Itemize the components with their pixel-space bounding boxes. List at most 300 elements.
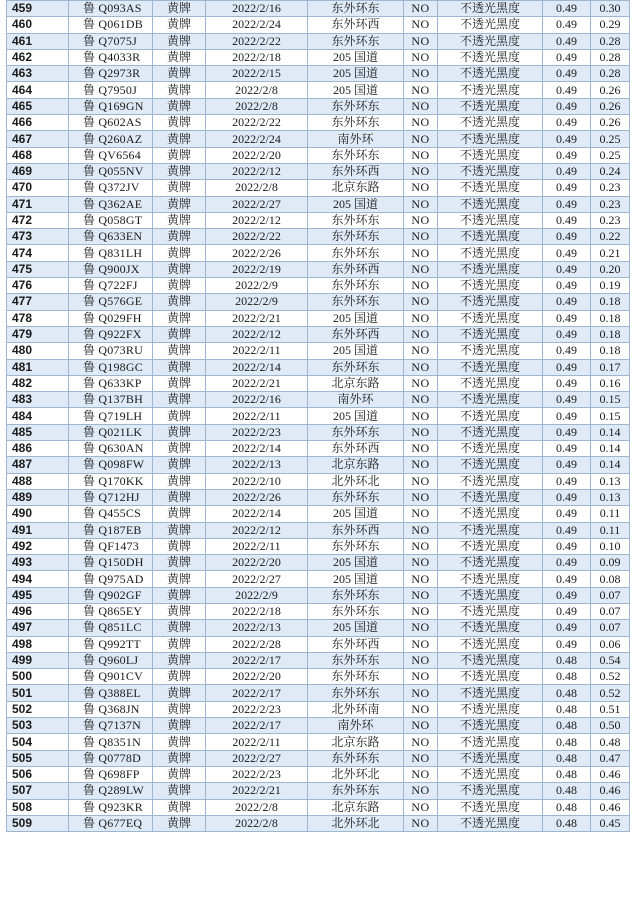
plate-number-cell: 鲁 Q8351N — [69, 734, 153, 750]
test-item-cell: 不透光黑度 — [438, 408, 543, 424]
test-item-cell: 不透光黑度 — [438, 522, 543, 538]
measured-value-cell: 0.18 — [591, 326, 630, 342]
limit-value-cell: 0.49 — [543, 180, 591, 196]
location-cell: 东外环东 — [308, 652, 404, 668]
location-cell: 北外环南 — [308, 701, 404, 717]
location-cell: 205 国道 — [308, 571, 404, 587]
date-cell: 2022/2/14 — [206, 359, 308, 375]
pass-flag-cell: NO — [404, 278, 438, 294]
plate-number-cell: 鲁 Q719LH — [69, 408, 153, 424]
plate-color-cell: 黄牌 — [153, 506, 206, 522]
test-item-cell: 不透光黑度 — [438, 294, 543, 310]
date-cell: 2022/2/21 — [206, 310, 308, 326]
test-item-cell: 不透光黑度 — [438, 261, 543, 277]
limit-value-cell: 0.48 — [543, 685, 591, 701]
plate-color-cell: 黄牌 — [153, 278, 206, 294]
pass-flag-cell: NO — [404, 359, 438, 375]
test-item-cell: 不透光黑度 — [438, 359, 543, 375]
table-row — [7, 587, 630, 603]
row-number-cell: 474 — [7, 245, 69, 261]
plate-color-cell: 黄牌 — [153, 538, 206, 554]
plate-number-cell: 鲁 Q170KK — [69, 473, 153, 489]
row-number-cell: 486 — [7, 441, 69, 457]
limit-value-cell: 0.49 — [543, 49, 591, 65]
test-item-cell: 不透光黑度 — [438, 310, 543, 326]
date-cell: 2022/2/23 — [206, 766, 308, 782]
limit-value-cell: 0.49 — [543, 278, 591, 294]
row-number-cell: 489 — [7, 489, 69, 505]
plate-number-cell: 鲁 Q2973R — [69, 66, 153, 82]
plate-number-cell: 鲁 Q368JN — [69, 701, 153, 717]
plate-color-cell: 黄牌 — [153, 115, 206, 131]
test-item-cell: 不透光黑度 — [438, 587, 543, 603]
date-cell: 2022/2/27 — [206, 196, 308, 212]
plate-number-cell: 鲁 Q388EL — [69, 685, 153, 701]
pass-flag-cell: NO — [404, 473, 438, 489]
plate-color-cell: 黄牌 — [153, 245, 206, 261]
row-number-cell: 504 — [7, 734, 69, 750]
row-number-cell: 461 — [7, 33, 69, 49]
limit-value-cell: 0.49 — [543, 636, 591, 652]
test-item-cell: 不透光黑度 — [438, 278, 543, 294]
pass-flag-cell: NO — [404, 294, 438, 310]
location-cell: 东外环西 — [308, 261, 404, 277]
date-cell: 2022/2/20 — [206, 669, 308, 685]
plate-color-cell: 黄牌 — [153, 310, 206, 326]
date-cell: 2022/2/13 — [206, 457, 308, 473]
row-number-cell: 508 — [7, 799, 69, 815]
date-cell: 2022/2/16 — [206, 1, 308, 17]
pass-flag-cell: NO — [404, 115, 438, 131]
location-cell: 东外环东 — [308, 424, 404, 440]
measured-value-cell: 0.46 — [591, 799, 630, 815]
location-cell: 东外环东 — [308, 538, 404, 554]
test-item-cell: 不透光黑度 — [438, 115, 543, 131]
plate-number-cell: 鲁 Q633KP — [69, 375, 153, 391]
pass-flag-cell: NO — [404, 783, 438, 799]
measured-value-cell: 0.19 — [591, 278, 630, 294]
row-number-cell: 473 — [7, 229, 69, 245]
measured-value-cell: 0.54 — [591, 652, 630, 668]
plate-color-cell: 黄牌 — [153, 701, 206, 717]
pass-flag-cell: NO — [404, 66, 438, 82]
limit-value-cell: 0.49 — [543, 212, 591, 228]
limit-value-cell: 0.48 — [543, 815, 591, 831]
location-cell: 北外环北 — [308, 473, 404, 489]
measured-value-cell: 0.08 — [591, 571, 630, 587]
row-number-cell: 487 — [7, 457, 69, 473]
table-row — [7, 571, 630, 587]
date-cell: 2022/2/18 — [206, 49, 308, 65]
table-row — [7, 555, 630, 571]
row-number-cell: 493 — [7, 555, 69, 571]
row-number-cell: 460 — [7, 17, 69, 33]
test-item-cell: 不透光黑度 — [438, 734, 543, 750]
limit-value-cell: 0.48 — [543, 718, 591, 734]
date-cell: 2022/2/9 — [206, 278, 308, 294]
limit-value-cell: 0.48 — [543, 652, 591, 668]
row-number-cell: 501 — [7, 685, 69, 701]
measured-value-cell: 0.17 — [591, 359, 630, 375]
date-cell: 2022/2/12 — [206, 522, 308, 538]
test-item-cell: 不透光黑度 — [438, 506, 543, 522]
limit-value-cell: 0.49 — [543, 245, 591, 261]
table-row — [7, 620, 630, 636]
plate-number-cell: 鲁 Q362AE — [69, 196, 153, 212]
measured-value-cell: 0.26 — [591, 98, 630, 114]
plate-number-cell: 鲁 Q150DH — [69, 555, 153, 571]
row-number-cell: 491 — [7, 522, 69, 538]
plate-number-cell: 鲁 QV6564 — [69, 147, 153, 163]
limit-value-cell: 0.49 — [543, 392, 591, 408]
plate-number-cell: 鲁 Q865EY — [69, 603, 153, 619]
row-number-cell: 498 — [7, 636, 69, 652]
pass-flag-cell: NO — [404, 701, 438, 717]
table-row — [7, 685, 630, 701]
table-row — [7, 636, 630, 652]
pass-flag-cell: NO — [404, 587, 438, 603]
date-cell: 2022/2/27 — [206, 750, 308, 766]
limit-value-cell: 0.49 — [543, 326, 591, 342]
date-cell: 2022/2/24 — [206, 131, 308, 147]
plate-color-cell: 黄牌 — [153, 799, 206, 815]
plate-color-cell: 黄牌 — [153, 180, 206, 196]
plate-number-cell: 鲁 Q602AS — [69, 115, 153, 131]
date-cell: 2022/2/17 — [206, 718, 308, 734]
row-number-cell: 497 — [7, 620, 69, 636]
date-cell: 2022/2/24 — [206, 17, 308, 33]
row-number-cell: 467 — [7, 131, 69, 147]
table-row — [7, 147, 630, 163]
plate-number-cell: 鲁 QF1473 — [69, 538, 153, 554]
test-item-cell: 不透光黑度 — [438, 49, 543, 65]
plate-color-cell: 黄牌 — [153, 457, 206, 473]
table-row — [7, 17, 630, 33]
limit-value-cell: 0.49 — [543, 424, 591, 440]
measured-value-cell: 0.29 — [591, 17, 630, 33]
results-table — [6, 0, 630, 832]
measured-value-cell: 0.18 — [591, 343, 630, 359]
test-item-cell: 不透光黑度 — [438, 33, 543, 49]
measured-value-cell: 0.45 — [591, 815, 630, 831]
table-row — [7, 131, 630, 147]
table-row — [7, 310, 630, 326]
location-cell: 东外环东 — [308, 669, 404, 685]
plate-color-cell: 黄牌 — [153, 17, 206, 33]
test-item-cell: 不透光黑度 — [438, 441, 543, 457]
plate-number-cell: 鲁 Q7137N — [69, 718, 153, 734]
table-row — [7, 98, 630, 114]
table-row — [7, 115, 630, 131]
pass-flag-cell: NO — [404, 636, 438, 652]
plate-color-cell: 黄牌 — [153, 98, 206, 114]
pass-flag-cell: NO — [404, 245, 438, 261]
date-cell: 2022/2/26 — [206, 245, 308, 261]
table-row — [7, 261, 630, 277]
test-item-cell: 不透光黑度 — [438, 245, 543, 261]
measured-value-cell: 0.14 — [591, 457, 630, 473]
pass-flag-cell: NO — [404, 424, 438, 440]
date-cell: 2022/2/28 — [206, 636, 308, 652]
row-number-cell: 459 — [7, 1, 69, 17]
plate-color-cell: 黄牌 — [153, 652, 206, 668]
pass-flag-cell: NO — [404, 229, 438, 245]
row-number-cell: 507 — [7, 783, 69, 799]
row-number-cell: 477 — [7, 294, 69, 310]
row-number-cell: 494 — [7, 571, 69, 587]
limit-value-cell: 0.49 — [543, 375, 591, 391]
test-item-cell: 不透光黑度 — [438, 326, 543, 342]
limit-value-cell: 0.49 — [543, 294, 591, 310]
limit-value-cell: 0.49 — [543, 343, 591, 359]
measured-value-cell: 0.14 — [591, 441, 630, 457]
date-cell: 2022/2/10 — [206, 473, 308, 489]
date-cell: 2022/2/19 — [206, 261, 308, 277]
limit-value-cell: 0.48 — [543, 799, 591, 815]
measured-value-cell: 0.09 — [591, 555, 630, 571]
location-cell: 东外环东 — [308, 294, 404, 310]
limit-value-cell: 0.49 — [543, 538, 591, 554]
plate-color-cell: 黄牌 — [153, 555, 206, 571]
test-item-cell: 不透光黑度 — [438, 375, 543, 391]
limit-value-cell: 0.49 — [543, 115, 591, 131]
table-row — [7, 718, 630, 734]
test-item-cell: 不透光黑度 — [438, 131, 543, 147]
location-cell: 北京东路 — [308, 180, 404, 196]
plate-number-cell: 鲁 Q7950J — [69, 82, 153, 98]
limit-value-cell: 0.49 — [543, 196, 591, 212]
measured-value-cell: 0.25 — [591, 147, 630, 163]
plate-number-cell: 鲁 Q901CV — [69, 669, 153, 685]
test-item-cell: 不透光黑度 — [438, 229, 543, 245]
table-row — [7, 538, 630, 554]
limit-value-cell: 0.49 — [543, 620, 591, 636]
measured-value-cell: 0.28 — [591, 33, 630, 49]
location-cell: 东外环西 — [308, 522, 404, 538]
plate-number-cell: 鲁 Q975AD — [69, 571, 153, 587]
table-row — [7, 701, 630, 717]
pass-flag-cell: NO — [404, 310, 438, 326]
table-row — [7, 196, 630, 212]
limit-value-cell: 0.49 — [543, 522, 591, 538]
test-item-cell: 不透光黑度 — [438, 799, 543, 815]
date-cell: 2022/2/11 — [206, 408, 308, 424]
table-row — [7, 1, 630, 17]
measured-value-cell: 0.15 — [591, 392, 630, 408]
pass-flag-cell: NO — [404, 506, 438, 522]
pass-flag-cell: NO — [404, 669, 438, 685]
test-item-cell: 不透光黑度 — [438, 212, 543, 228]
plate-color-cell: 黄牌 — [153, 359, 206, 375]
measured-value-cell: 0.07 — [591, 620, 630, 636]
location-cell: 205 国道 — [308, 343, 404, 359]
row-number-cell: 485 — [7, 424, 69, 440]
plate-color-cell: 黄牌 — [153, 375, 206, 391]
measured-value-cell: 0.06 — [591, 636, 630, 652]
pass-flag-cell: NO — [404, 408, 438, 424]
table-row — [7, 278, 630, 294]
limit-value-cell: 0.49 — [543, 555, 591, 571]
date-cell: 2022/2/8 — [206, 180, 308, 196]
table-row — [7, 506, 630, 522]
plate-color-cell: 黄牌 — [153, 392, 206, 408]
table-body — [7, 1, 630, 832]
row-number-cell: 496 — [7, 603, 69, 619]
plate-color-cell: 黄牌 — [153, 131, 206, 147]
measured-value-cell: 0.21 — [591, 245, 630, 261]
location-cell: 东外环东 — [308, 147, 404, 163]
location-cell: 东外环东 — [308, 212, 404, 228]
table-row — [7, 441, 630, 457]
table-row — [7, 750, 630, 766]
row-number-cell: 478 — [7, 310, 69, 326]
measured-value-cell: 0.07 — [591, 587, 630, 603]
measured-value-cell: 0.15 — [591, 408, 630, 424]
date-cell: 2022/2/9 — [206, 587, 308, 603]
limit-value-cell: 0.49 — [543, 571, 591, 587]
plate-color-cell: 黄牌 — [153, 750, 206, 766]
row-number-cell: 471 — [7, 196, 69, 212]
test-item-cell: 不透光黑度 — [438, 343, 543, 359]
row-number-cell: 463 — [7, 66, 69, 82]
location-cell: 205 国道 — [308, 82, 404, 98]
plate-number-cell: 鲁 Q831LH — [69, 245, 153, 261]
location-cell: 北京东路 — [308, 375, 404, 391]
date-cell: 2022/2/8 — [206, 82, 308, 98]
row-number-cell: 505 — [7, 750, 69, 766]
location-cell: 205 国道 — [308, 506, 404, 522]
limit-value-cell: 0.49 — [543, 33, 591, 49]
measured-value-cell: 0.46 — [591, 766, 630, 782]
plate-color-cell: 黄牌 — [153, 294, 206, 310]
measured-value-cell: 0.52 — [591, 669, 630, 685]
location-cell: 东外环东 — [308, 278, 404, 294]
location-cell: 东外环西 — [308, 636, 404, 652]
location-cell: 东外环东 — [308, 783, 404, 799]
pass-flag-cell: NO — [404, 392, 438, 408]
test-item-cell: 不透光黑度 — [438, 473, 543, 489]
measured-value-cell: 0.13 — [591, 489, 630, 505]
plate-color-cell: 黄牌 — [153, 66, 206, 82]
table-row — [7, 326, 630, 342]
test-item-cell: 不透光黑度 — [438, 489, 543, 505]
location-cell: 东外环东 — [308, 98, 404, 114]
plate-number-cell: 鲁 Q722FJ — [69, 278, 153, 294]
date-cell: 2022/2/9 — [206, 294, 308, 310]
location-cell: 205 国道 — [308, 310, 404, 326]
table-row — [7, 359, 630, 375]
measured-value-cell: 0.52 — [591, 685, 630, 701]
plate-number-cell: 鲁 Q058GT — [69, 212, 153, 228]
location-cell: 南外环 — [308, 131, 404, 147]
table-row — [7, 66, 630, 82]
measured-value-cell: 0.16 — [591, 375, 630, 391]
limit-value-cell: 0.49 — [543, 457, 591, 473]
table-row — [7, 815, 630, 831]
measured-value-cell: 0.30 — [591, 1, 630, 17]
location-cell: 东外环西 — [308, 326, 404, 342]
plate-number-cell: 鲁 Q061DB — [69, 17, 153, 33]
measured-value-cell: 0.48 — [591, 734, 630, 750]
pass-flag-cell: NO — [404, 49, 438, 65]
pass-flag-cell: NO — [404, 489, 438, 505]
limit-value-cell: 0.48 — [543, 766, 591, 782]
test-item-cell: 不透光黑度 — [438, 783, 543, 799]
plate-color-cell: 黄牌 — [153, 1, 206, 17]
date-cell: 2022/2/11 — [206, 538, 308, 554]
measured-value-cell: 0.50 — [591, 718, 630, 734]
table-row — [7, 163, 630, 179]
date-cell: 2022/2/8 — [206, 98, 308, 114]
plate-number-cell: 鲁 Q073RU — [69, 343, 153, 359]
limit-value-cell: 0.49 — [543, 98, 591, 114]
table-row — [7, 783, 630, 799]
table-row — [7, 424, 630, 440]
plate-color-cell: 黄牌 — [153, 33, 206, 49]
plate-number-cell: 鲁 Q922FX — [69, 326, 153, 342]
plate-color-cell: 黄牌 — [153, 685, 206, 701]
date-cell: 2022/2/23 — [206, 424, 308, 440]
test-item-cell: 不透光黑度 — [438, 669, 543, 685]
limit-value-cell: 0.49 — [543, 66, 591, 82]
location-cell: 205 国道 — [308, 620, 404, 636]
row-number-cell: 468 — [7, 147, 69, 163]
row-number-cell: 480 — [7, 343, 69, 359]
measured-value-cell: 0.10 — [591, 538, 630, 554]
pass-flag-cell: NO — [404, 82, 438, 98]
table-row — [7, 294, 630, 310]
location-cell: 东外环东 — [308, 489, 404, 505]
location-cell: 205 国道 — [308, 66, 404, 82]
date-cell: 2022/2/17 — [206, 652, 308, 668]
pass-flag-cell: NO — [404, 131, 438, 147]
limit-value-cell: 0.49 — [543, 359, 591, 375]
limit-value-cell: 0.49 — [543, 261, 591, 277]
test-item-cell: 不透光黑度 — [438, 82, 543, 98]
measured-value-cell: 0.28 — [591, 66, 630, 82]
row-number-cell: 482 — [7, 375, 69, 391]
table-row — [7, 82, 630, 98]
plate-color-cell: 黄牌 — [153, 587, 206, 603]
pass-flag-cell: NO — [404, 98, 438, 114]
location-cell: 北京东路 — [308, 734, 404, 750]
plate-number-cell: 鲁 Q677EQ — [69, 815, 153, 831]
date-cell: 2022/2/22 — [206, 33, 308, 49]
plate-color-cell: 黄牌 — [153, 766, 206, 782]
location-cell: 东外环东 — [308, 115, 404, 131]
test-item-cell: 不透光黑度 — [438, 147, 543, 163]
plate-number-cell: 鲁 Q902GF — [69, 587, 153, 603]
measured-value-cell: 0.23 — [591, 180, 630, 196]
table-row — [7, 392, 630, 408]
plate-number-cell: 鲁 Q630AN — [69, 441, 153, 457]
pass-flag-cell: NO — [404, 147, 438, 163]
measured-value-cell: 0.11 — [591, 522, 630, 538]
location-cell: 南外环 — [308, 718, 404, 734]
measured-value-cell: 0.23 — [591, 196, 630, 212]
measured-value-cell: 0.23 — [591, 212, 630, 228]
test-item-cell: 不透光黑度 — [438, 620, 543, 636]
row-number-cell: 509 — [7, 815, 69, 831]
plate-color-cell: 黄牌 — [153, 603, 206, 619]
limit-value-cell: 0.49 — [543, 473, 591, 489]
test-item-cell: 不透光黑度 — [438, 555, 543, 571]
location-cell: 东外环东 — [308, 587, 404, 603]
measured-value-cell: 0.18 — [591, 294, 630, 310]
pass-flag-cell: NO — [404, 375, 438, 391]
plate-number-cell: 鲁 Q372JV — [69, 180, 153, 196]
test-item-cell: 不透光黑度 — [438, 571, 543, 587]
